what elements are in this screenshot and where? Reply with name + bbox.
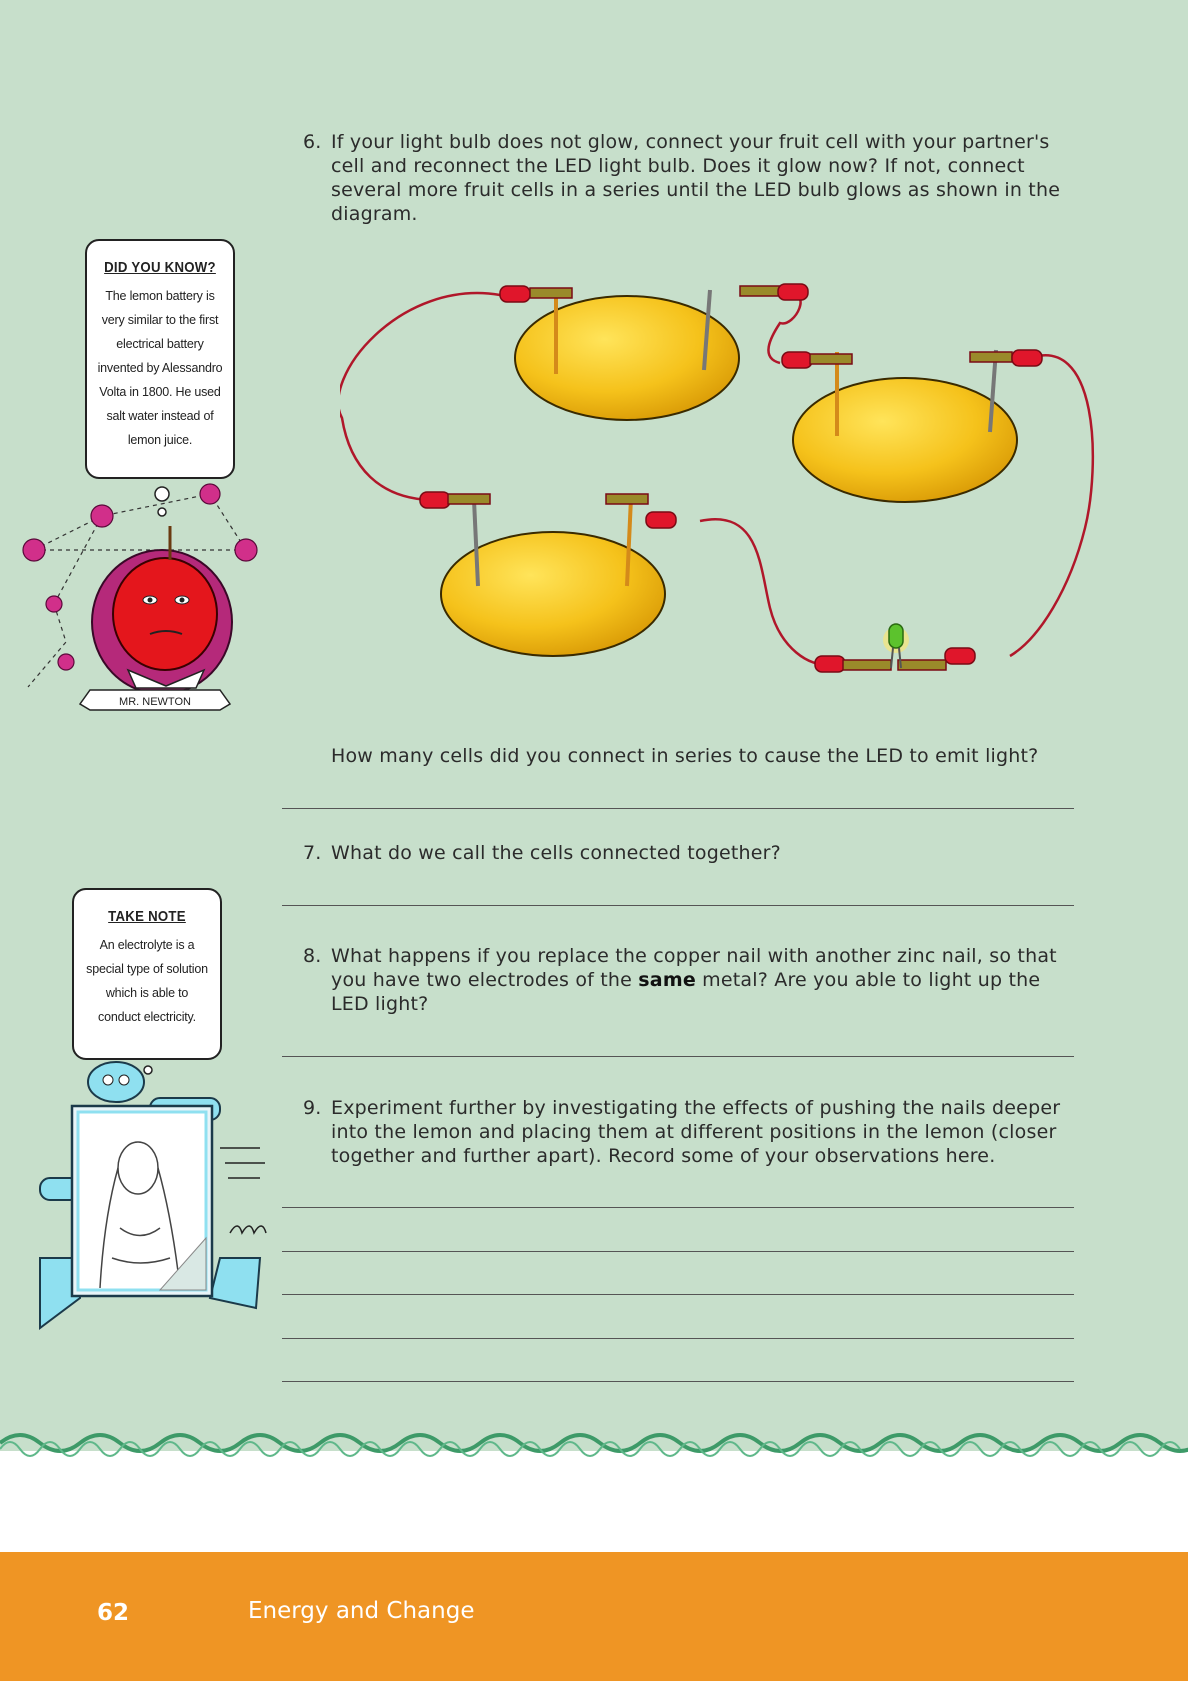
newton-banner-label: MR. NEWTON [119, 696, 191, 708]
question-number: 8. [303, 945, 322, 967]
robot-mona-lisa-illustration [20, 1058, 275, 1338]
page-number: 62 [97, 1600, 130, 1626]
question-text: How many cells did you connect in series to cause the LED to emit light? [331, 745, 1039, 767]
lemon-cell-2 [793, 350, 1017, 502]
decorative-wave-border [0, 1425, 1188, 1465]
question-text: If your light bulb does not glow, connect your fruit cell with your partner's cell and reconnect the LED light bulb. Does it glow now? If not, connect several more fruit cells in a series until the LED bulb glows as shown in the diagram. [331, 131, 1061, 225]
lemon-battery-diagram [340, 268, 1100, 688]
question-text-part: What happens if you replace the copper nail with another zinc nail, so that you have two electrodes of the [331, 945, 1057, 991]
lemon-cell-3 [441, 498, 665, 656]
callout-body: An electrolyte is a special type of solution which is able to conduct electricity. [86, 938, 208, 1024]
question-text: Experiment further by investigating the effects of pushing the nails deeper into the lemon and placing them at different positions in the lemon (closer together and further apart). Record some of your observations here. [331, 1097, 1061, 1167]
callout-heading: TAKE NOTE [108, 908, 186, 925]
callout-body: The lemon battery is very similar to the first electrical battery invented by Alessandro Volta in 1800. He used salt water instead of lemon juice. [97, 289, 223, 447]
answer-line[interactable] [282, 1294, 1074, 1295]
question-number: 6. [303, 131, 322, 153]
question-number: 9. [303, 1097, 322, 1119]
answer-line[interactable] [282, 808, 1074, 809]
callout-heading: DID YOU KNOW? [104, 259, 216, 276]
take-note-callout [72, 888, 222, 1060]
answer-line[interactable] [282, 1251, 1074, 1252]
answer-line[interactable] [282, 1056, 1074, 1057]
question-text-part: metal? Are you able to light up the LED light? [331, 969, 1041, 1015]
answer-line[interactable] [282, 1338, 1074, 1339]
did-you-know-callout [85, 239, 235, 479]
question-text: What do we call the cells connected together? [331, 842, 781, 864]
question-text [331, 944, 1083, 1016]
question-number: 7. [303, 842, 322, 864]
answer-line[interactable] [282, 905, 1074, 906]
lemon-cell-1 [515, 290, 739, 420]
answer-line[interactable] [282, 1207, 1074, 1208]
emphasis-word: same [638, 969, 696, 991]
section-title: Energy and Change [248, 1598, 475, 1624]
newton-apple-illustration [20, 482, 260, 712]
page-footer [0, 1552, 1188, 1681]
answer-line[interactable] [282, 1381, 1074, 1382]
page-bottom-margin [0, 1450, 1188, 1552]
